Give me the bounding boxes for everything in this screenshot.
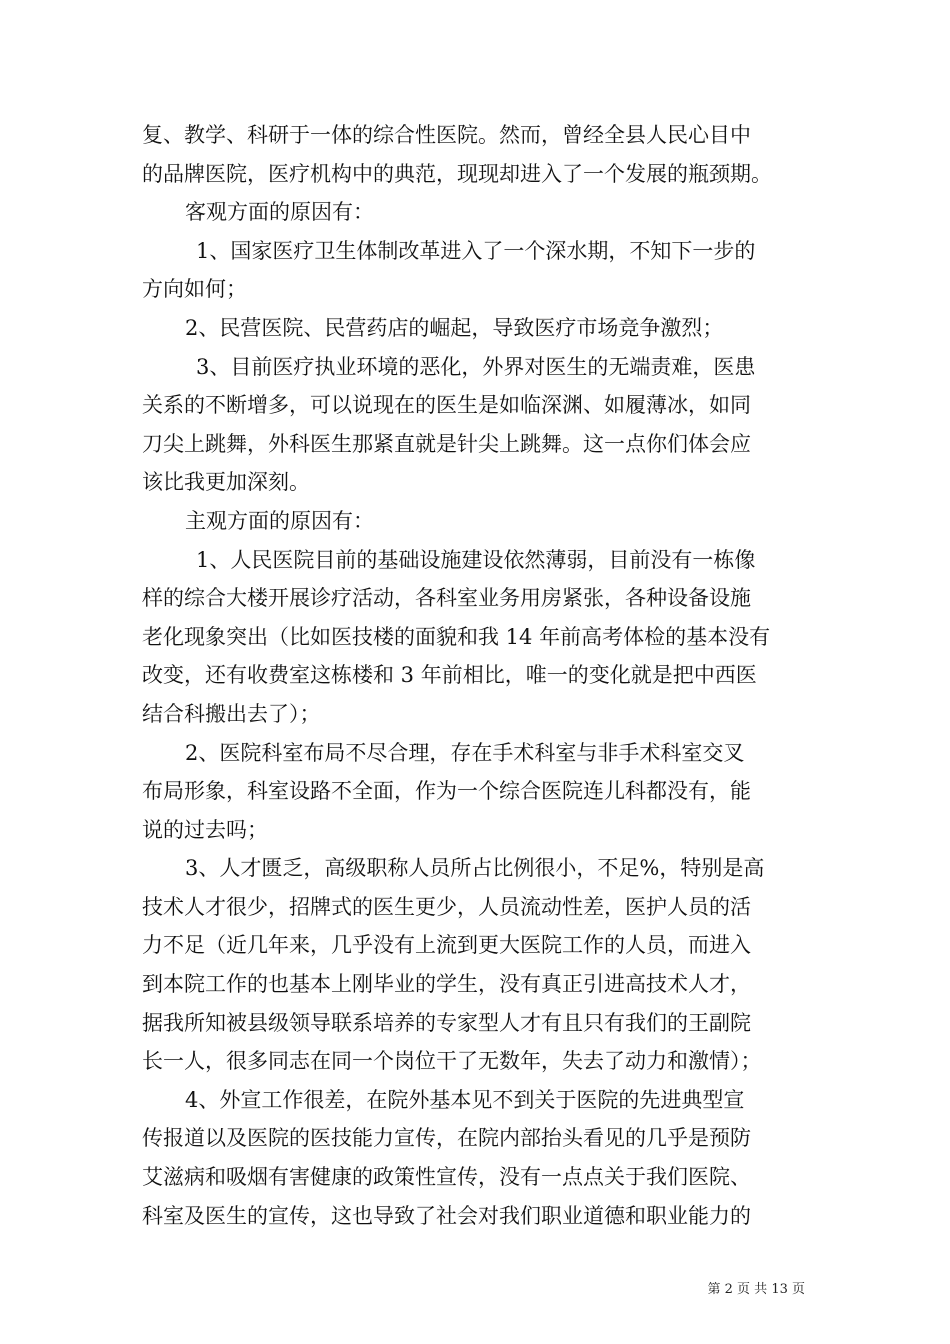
text-line: 关系的不断增多，可以说现在的医生是如临深渊、如履薄冰，如同	[142, 393, 751, 418]
text-line: 3、目前医疗执业环境的恶化，外界对医生的无端责难，医患	[196, 354, 756, 379]
text-line: 力不足（近几年来，几乎没有上流到更大医院工作的人员，而进入	[142, 933, 751, 958]
text-line: 长一人，很多同志在同一个岗位干了无数年，失去了动力和激情）；	[142, 1049, 762, 1074]
text-line: 样的综合大楼开展诊疗活动，各科室业务用房紧张，各种设备设施	[142, 586, 751, 611]
text-line: 老化现象突出（比如医技楼的面貌和我 14 年前高考体检的基本没有	[142, 624, 771, 649]
text-line: 的品牌医院，医疗机构中的典范，现现却进入了一个发展的瓶颈期。	[142, 161, 772, 186]
text-line: 布局形象，科室设路不全面，作为一个综合医院连儿科都没有，能	[142, 779, 751, 804]
text-line: 1、人民医院目前的基础设施建设依然薄弱，目前没有一栋像	[196, 547, 756, 572]
text-line: 复、教学、科研于一体的综合性医院。然而，曾经全县人民心目中	[142, 123, 751, 147]
text-line: 3、人才匮乏，高级职称人员所占比例很小，不足%，特别是高	[185, 856, 765, 881]
text-line: 改变，还有收费室这栋楼和 3 年前相比，唯一的变化就是把中西医	[142, 663, 757, 688]
text-line: 方向如何；	[142, 277, 247, 302]
text-line: 该比我更加深刻。	[142, 470, 310, 495]
page-number-footer: 第 2 页 共 13 页	[707, 1282, 805, 1297]
text-line: 结合科搬出去了）；	[142, 701, 321, 726]
text-line: 4、外宣工作很差，在院外基本见不到关于医院的先进典型宣	[185, 1087, 745, 1112]
text-line: 技术人才很少，招牌式的医生更少，人员流动性差，医护人员的活	[142, 894, 751, 919]
text-line: 科室及医生的宣传，这也导致了社会对我们职业道德和职业能力的	[142, 1203, 751, 1228]
text-line: 传报道以及医院的医技能力宣传，在院内部抬头看见的几乎是预防	[142, 1126, 751, 1151]
text-line: 刀尖上跳舞，外科医生那紧直就是针尖上跳舞。这一点你们体会应	[142, 431, 751, 456]
text-line: 2、医院科室布局不尽合理，存在手术科室与非手术科室交叉	[185, 740, 745, 765]
text-line: 到本院工作的也基本上刚毕业的学生，没有真正引进高技术人才，	[142, 972, 751, 997]
text-line: 说的过去吗；	[142, 817, 268, 842]
section-heading: 主观方面的原因有：	[185, 508, 374, 533]
section-heading: 客观方面的原因有：	[185, 200, 374, 225]
body-text	[142, 116, 814, 1235]
text-line: 艾滋病和吸烟有害健康的政策性宣传，没有一点点关于我们医院、	[142, 1165, 751, 1190]
text-line: 2、民营医院、民营药店的崛起，导致医疗市场竞争激烈；	[185, 315, 724, 340]
text-line: 据我所知被县级领导联系培养的专家型人才有且只有我们的王副院	[142, 1010, 751, 1035]
text-line: 1、国家医疗卫生体制改革进入了一个深水期，不知下一步的	[196, 238, 756, 263]
